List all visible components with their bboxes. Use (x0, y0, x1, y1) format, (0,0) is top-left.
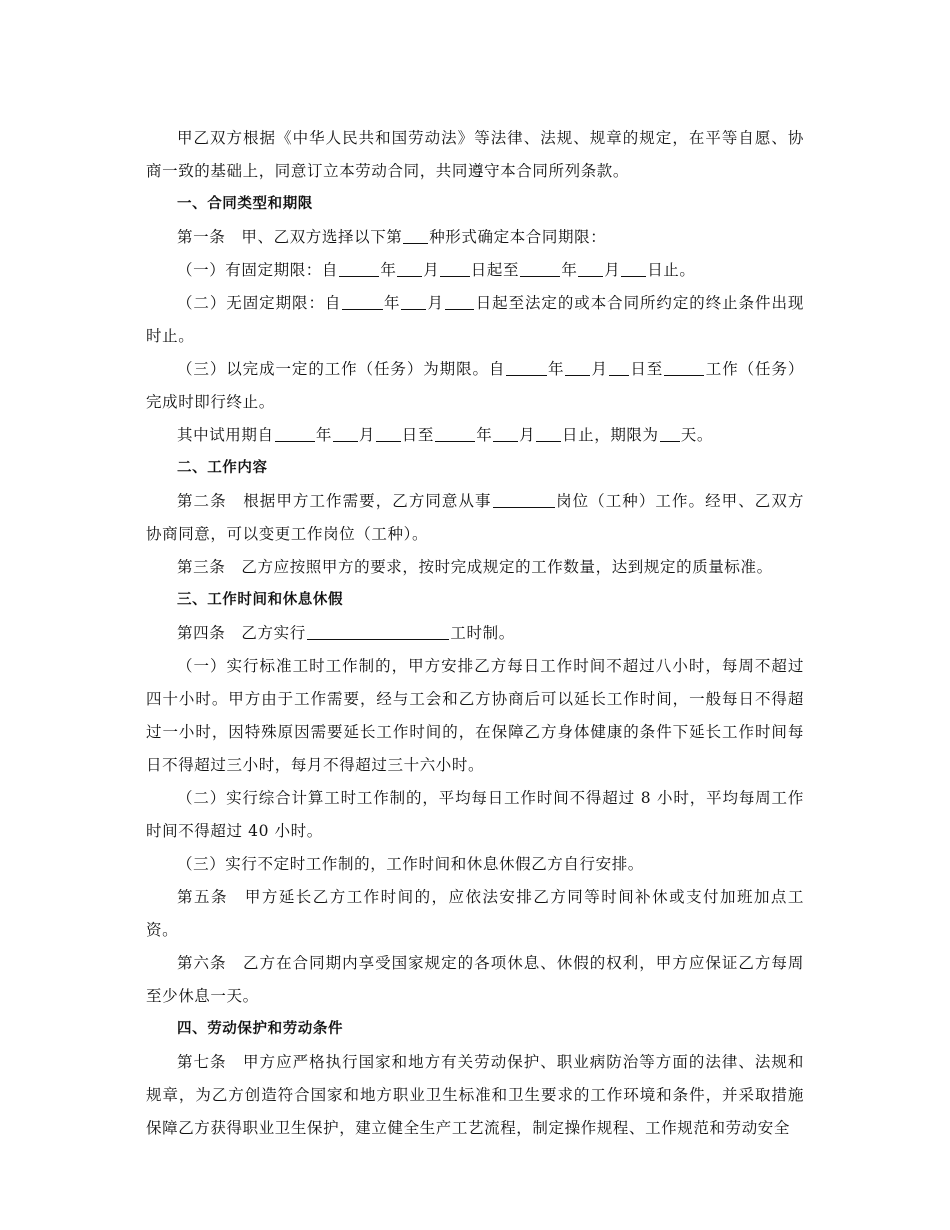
probation-end-year-blank[interactable] (435, 426, 475, 443)
start-day-blank[interactable] (440, 261, 469, 278)
article-5: 第五条 甲方延长乙方工作时间的，应依法安排乙方同等时间补休或支付加班加点工资。 (146, 888, 804, 939)
start-month-blank[interactable] (565, 360, 590, 377)
start-day-blank[interactable] (609, 360, 629, 377)
work-hour-system-blank[interactable] (307, 624, 450, 641)
probation-period: 其中试用期自 年 月 日至 年 月 日止，期限为 天。 (177, 426, 713, 444)
end-day-blank[interactable] (621, 261, 646, 278)
article-6: 第六条 乙方在合同期内享受国家规定的各项休息、休假的权利，甲方应保证乙方每周至少休息一天。 (146, 954, 804, 1005)
article-7: 第七条 甲方应严格执行国家和地方有关劳动保护、职业病防治等方面的法律、法规和规章，为乙方创造符合国家和地方职业卫生标准和卫生要求的工作环境和条件，并采取措施保障乙方获得职业卫生保护，建立健全生产工艺流程，制定操作规程、工作规范和劳动安全 (146, 1053, 804, 1137)
hours-comprehensive: （二）实行综合计算工时工作制的，平均每日工作时间不得超过 8 小时，平均每周工作时间不得超过 40 小时。 (146, 789, 804, 840)
article-4: 第四条 乙方实行 工时制。 (177, 624, 515, 642)
section-heading-work-content: 二、工作内容 (177, 460, 268, 476)
probation-start-year-blank[interactable] (275, 426, 315, 443)
probation-start-day-blank[interactable] (376, 426, 401, 443)
position-blank[interactable] (493, 492, 555, 509)
start-year-blank[interactable] (339, 261, 379, 278)
section-heading-contract-term: 一、合同类型和期限 (177, 196, 313, 212)
probation-end-day-blank[interactable] (536, 426, 561, 443)
task-name-blank[interactable] (664, 360, 704, 377)
section-heading-work-hours: 三、工作时间和休息休假 (177, 592, 344, 608)
probation-days-blank[interactable] (660, 426, 680, 443)
start-month-blank[interactable] (401, 294, 426, 311)
term-open-ended: （二）无固定期限：自 年 月 日起至法定的或本合同所约定的终止条件出现时止。 (146, 294, 804, 345)
article-3: 第三条 乙方应按照甲方的要求，按时完成规定的工作数量，达到规定的质量标准。 (177, 558, 773, 576)
start-month-blank[interactable] (397, 261, 422, 278)
article-1: 第一条 甲、乙双方选择以下第 种形式确定本合同期限： (177, 228, 607, 246)
term-fixed: （一）有固定期限：自 年 月 日起至 年 月 日止。 (177, 261, 696, 279)
start-year-blank[interactable] (506, 360, 546, 377)
term-task-based: （三）以完成一定的工作（任务）为期限。自 年 月 日至 工作（任务）完成时即行终止。 (146, 360, 804, 411)
probation-start-month-blank[interactable] (333, 426, 358, 443)
intro-paragraph: 甲乙双方根据《中华人民共和国劳动法》等法律、法规、规章的规定，在平等自愿、协商一致的基础上，同意订立本劳动合同，共同遵守本合同所列条款。 (146, 129, 804, 180)
end-year-blank[interactable] (520, 261, 560, 278)
hours-standard: （一）实行标准工时工作制的，甲方安排乙方每日工作时间不超过八小时，每周不超过四十小时。甲方由于工作需要，经与工会和乙方协商后可以延长工作时间，一般每日不得超过一小时，因特殊原因需要延长工作时间的，在保障乙方身体健康的条件下延长工作时间每日不得超过三小时，每月不得超过三十六小时。 (146, 657, 804, 774)
start-day-blank[interactable] (445, 294, 474, 311)
form-choice-blank[interactable] (403, 228, 428, 245)
article-2: 第二条 根据甲方工作需要，乙方同意从事 岗位（工种）工作。经甲、乙双方协商同意，可以变更工作岗位（工种）。 (146, 492, 804, 543)
hours-flexible: （三）实行不定时工作制的，工作时间和休息休假乙方自行安排。 (177, 855, 644, 873)
probation-end-month-blank[interactable] (493, 426, 518, 443)
section-heading-labor-protection: 四、劳动保护和劳动条件 (177, 1021, 344, 1037)
start-year-blank[interactable] (342, 294, 382, 311)
end-month-blank[interactable] (578, 261, 603, 278)
